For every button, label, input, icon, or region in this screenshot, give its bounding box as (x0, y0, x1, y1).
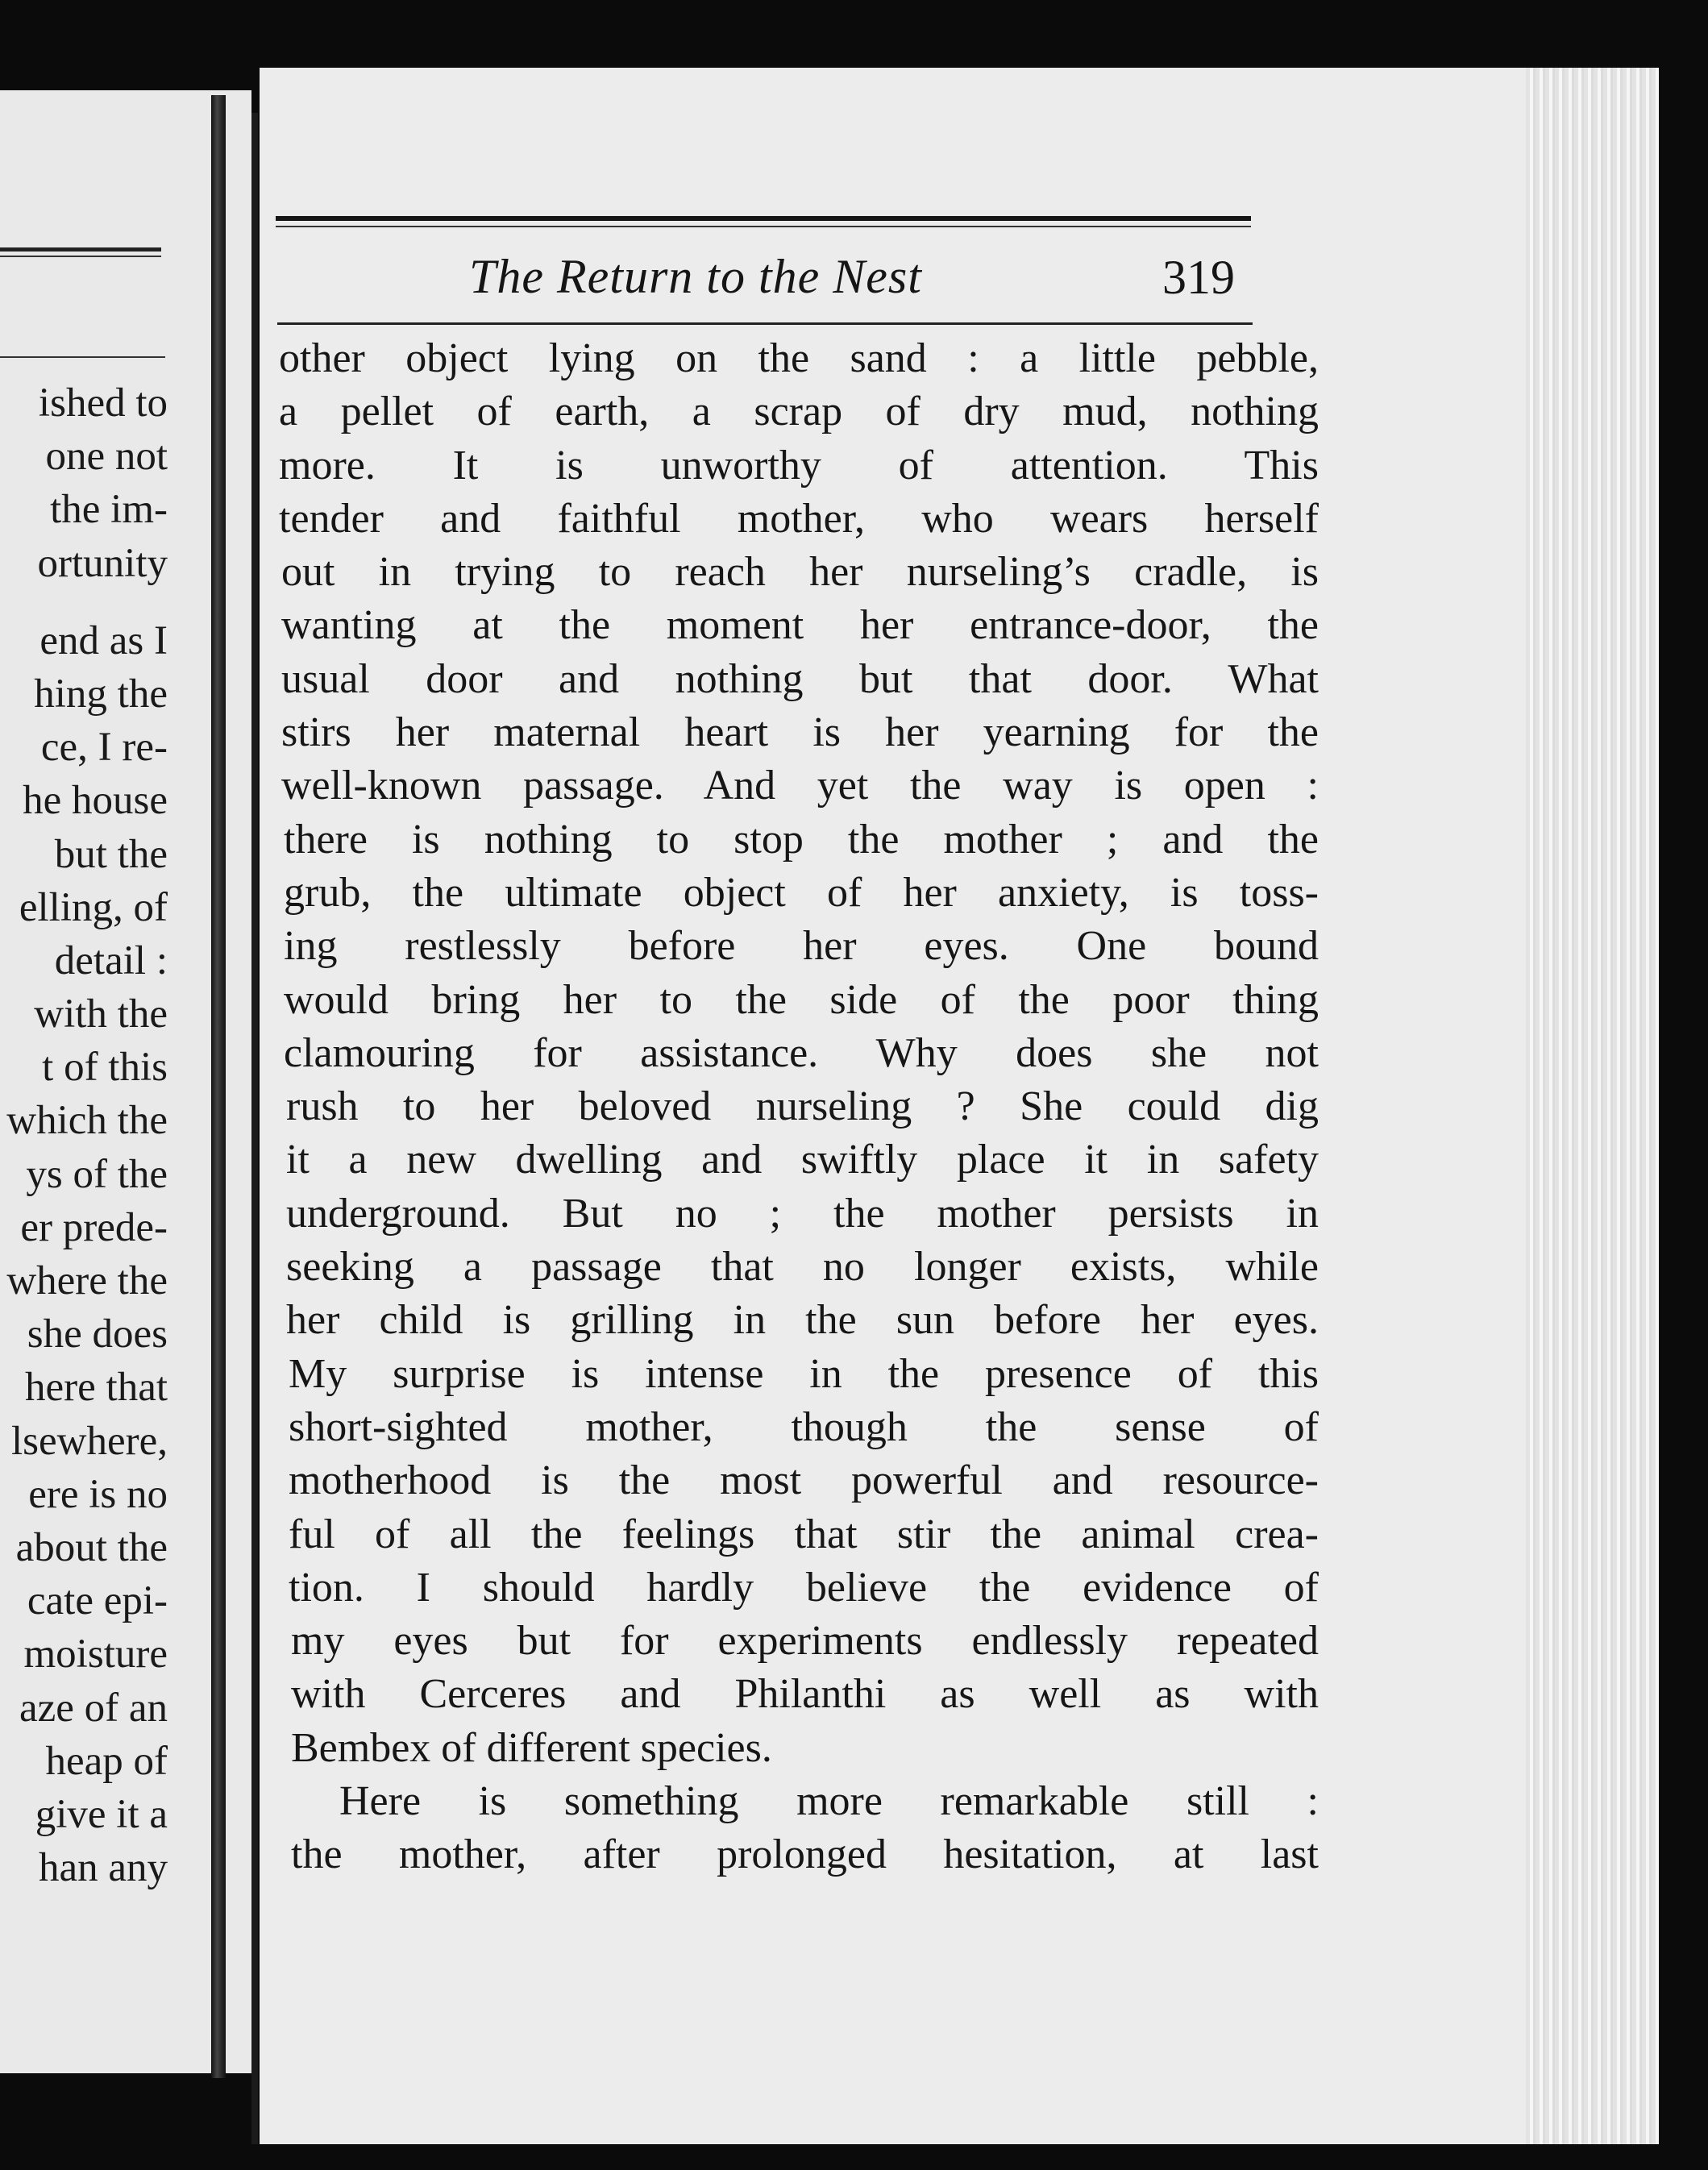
left-text-line: about the (15, 1524, 168, 1570)
left-text-line: here that (25, 1365, 168, 1411)
text-line: underground. But no ; the mother persists in (286, 1190, 1319, 1237)
left-paragraph-gap (6, 590, 168, 614)
left-text-line: ys of the (26, 1151, 168, 1197)
text-line: rush to her beloved nurseling ? She could dig (286, 1083, 1319, 1130)
text-line: more. It is unworthy of attention. This (279, 442, 1319, 488)
header-underline (277, 322, 1253, 325)
text-line: seeking a passage that no longer exists, while (286, 1244, 1319, 1291)
text-line: usual door and nothing but that door. What (281, 655, 1319, 702)
left-text-line: where the (6, 1258, 168, 1303)
left-text-line: aze of an (19, 1685, 168, 1731)
page-edge-stack (1526, 68, 1659, 2170)
page-binding-edge (251, 113, 258, 2160)
text-line: grub, the ultimate object of her anxiety, is toss- (284, 869, 1319, 916)
text-line: her child is grilling in the sun before her eyes. (286, 1297, 1319, 1344)
left-header-rule (0, 247, 161, 252)
left-text-line: moisture (23, 1632, 168, 1677)
left-text-line: but the (54, 831, 168, 877)
header-rule-thin (276, 226, 1251, 227)
left-text-line: han any (38, 1845, 168, 1891)
text-line: My surprise is intense in the presence of this (289, 1350, 1319, 1397)
left-text-line: lsewhere, (11, 1418, 168, 1464)
left-text-line: ce, I re- (40, 725, 168, 771)
text-line: would bring her to the side of the poor thing (284, 976, 1319, 1023)
left-text-line: heap of (45, 1738, 168, 1784)
text-line: stirs her maternal heart is her yearning for the (281, 709, 1319, 756)
text-line: short-sighted mother, though the sense of (289, 1403, 1319, 1450)
left-text-line: detail : (54, 937, 168, 983)
left-text-line: ortunity (37, 540, 168, 586)
text-line: ful of all the feelings that stir the animal crea- (289, 1511, 1319, 1557)
right-page (260, 68, 1659, 2170)
text-line: ing restlessly before her eyes. One bound (284, 923, 1319, 970)
text-line: clamouring for assistance. Why does she not (284, 1029, 1319, 1076)
text-line: tender and faithful mother, who wears herself (279, 495, 1319, 542)
left-text-line: ished to (38, 380, 168, 426)
left-page-text (6, 376, 168, 1894)
left-text-line: cate epi- (27, 1578, 168, 1624)
book-gutter-shadow (211, 95, 226, 2078)
text-line: the mother, after prolonged hesitation, at last (291, 1831, 1319, 1878)
text-line: my eyes but for experiments endlessly repeated (291, 1618, 1319, 1665)
left-text-line: she does (27, 1312, 168, 1357)
paragraph-end-line: Bembex of different species. (291, 1724, 772, 1771)
left-text-line: the im- (50, 487, 168, 533)
left-text-line: ere is no (28, 1471, 168, 1517)
text-line: there is nothing to stop the mother ; and the (284, 816, 1319, 863)
header-rule-thick (276, 216, 1251, 221)
page-number: 319 (1162, 251, 1235, 304)
left-text-line: which the (6, 1098, 168, 1144)
left-text-line: er prede- (20, 1204, 168, 1250)
text-line: well-known passage. And yet the way is open : (281, 763, 1319, 809)
left-text-line: t of this (42, 1045, 168, 1091)
left-text-line: end as I (39, 617, 168, 663)
left-header-underline (0, 356, 165, 358)
text-line: with Cerceres and Philanthi as well as with (291, 1671, 1319, 1718)
text-line: it a new dwelling and swiftly place it in safety (286, 1137, 1319, 1183)
body-text (279, 332, 1319, 1882)
text-line: out in trying to reach her nurseling’s cradle, is (281, 549, 1319, 596)
text-line: motherhood is the most powerful and resource- (289, 1457, 1319, 1504)
left-header-rule-thin (0, 256, 161, 257)
paragraph-start-line: Here is something more remarkable still : (339, 1778, 1319, 1825)
text-line: other object lying on the sand : a little pebble, (279, 335, 1319, 381)
text-line: wanting at the moment her entrance-door, the (281, 602, 1319, 649)
left-text-line: one not (45, 434, 168, 480)
text-line: a pellet of earth, a scrap of dry mud, nothing (279, 389, 1319, 435)
left-text-line: with the (34, 991, 168, 1037)
left-text-line: give it a (35, 1791, 168, 1837)
text-line: tion. I should hardly believe the evidence of (289, 1564, 1319, 1611)
scan-bottom-border (0, 2144, 1708, 2170)
running-title: The Return to the Nest (469, 250, 922, 303)
left-text-line: he house (23, 778, 168, 824)
left-text-line: hing the (34, 671, 168, 717)
left-text-line: elling, of (19, 884, 168, 930)
